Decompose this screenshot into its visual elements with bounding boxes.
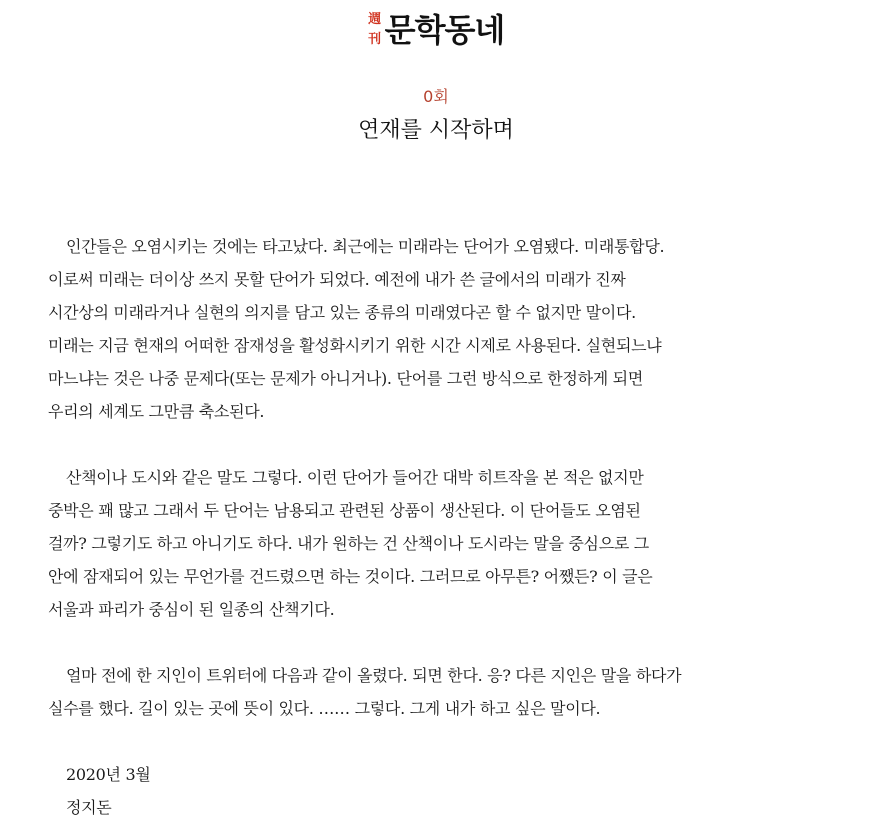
paragraph (48, 461, 838, 626)
paragraph-line: 시간상의 미래라거나 실현의 의지를 담고 있는 종류의 미래였다곤 할 수 없지만 말이다. (48, 303, 636, 322)
weekly-mark-bottom: 刊 (368, 32, 382, 47)
paragraph-line: 우리의 세계도 그만큼 축소된다. (48, 402, 265, 421)
paragraph-line: 마느냐는 것은 나중 문제다(또는 문제가 아니거나). 단어를 그런 방식으로 한정하게 되면 (48, 369, 643, 388)
weekly-mark-top: 週 (368, 12, 382, 27)
paragraph-line: 인간들은 오염시키는 것에는 타고났다. 최근에는 미래라는 단어가 오염됐다. 미래통합당. (66, 237, 665, 256)
weekly-mark (368, 11, 382, 49)
signature-author: 정지돈 (66, 798, 112, 817)
paragraph-line: 산책이나 도시와 같은 말도 그렇다. 이런 단어가 들어간 대박 히트작을 본 적은 없지만 (66, 468, 644, 487)
paragraph-line: 중박은 꽤 많고 그래서 두 단어는 남용되고 관련된 상품이 생산된다. 이 단어들도 오염된 (48, 501, 641, 520)
paragraph (48, 230, 838, 428)
paragraph-line: 미래는 지금 현재의 어떠한 잠재성을 활성화시키기 위한 시간 시제로 사용된다. 실현되느냐 (48, 336, 662, 355)
signature-date: 2020년 3월 (66, 765, 151, 784)
episode-number: 0회 (423, 87, 449, 106)
paragraph-line: 이로써 미래는 더이상 쓰지 못할 단어가 되었다. 예전에 내가 쓴 글에서의 미래가 진짜 (48, 270, 626, 289)
paragraph-line: 실수를 했다. 길이 있는 곳에 뜻이 있다. …… 그렇다. 그게 내가 하고 싶은 말이다. (48, 699, 601, 718)
paragraph-line: 얼마 전에 한 지인이 트위터에 다음과 같이 올렸다. 되면 한다. 응? 다른 지인은 말을 하다가 (66, 666, 682, 685)
paragraph (48, 659, 838, 725)
signature (48, 758, 838, 824)
paragraph-line: 서울과 파리가 중심이 된 일종의 산책기다. (48, 600, 335, 619)
magazine-logo[interactable] (0, 10, 872, 50)
logo-text: 문학동네 (384, 11, 505, 49)
article-title: 연재를 시작하며 (358, 118, 514, 143)
paragraph-line: 안에 잠재되어 있는 무언가를 건드렸으면 하는 것이다. 그러므로 아무튼? 어쨌든? 이 글은 (48, 567, 653, 586)
paragraph-line: 걸까? 그렇기도 하고 아니기도 하다. 내가 원하는 건 산책이나 도시라는 말을 중심으로 그 (48, 534, 649, 553)
article-body (48, 230, 838, 824)
